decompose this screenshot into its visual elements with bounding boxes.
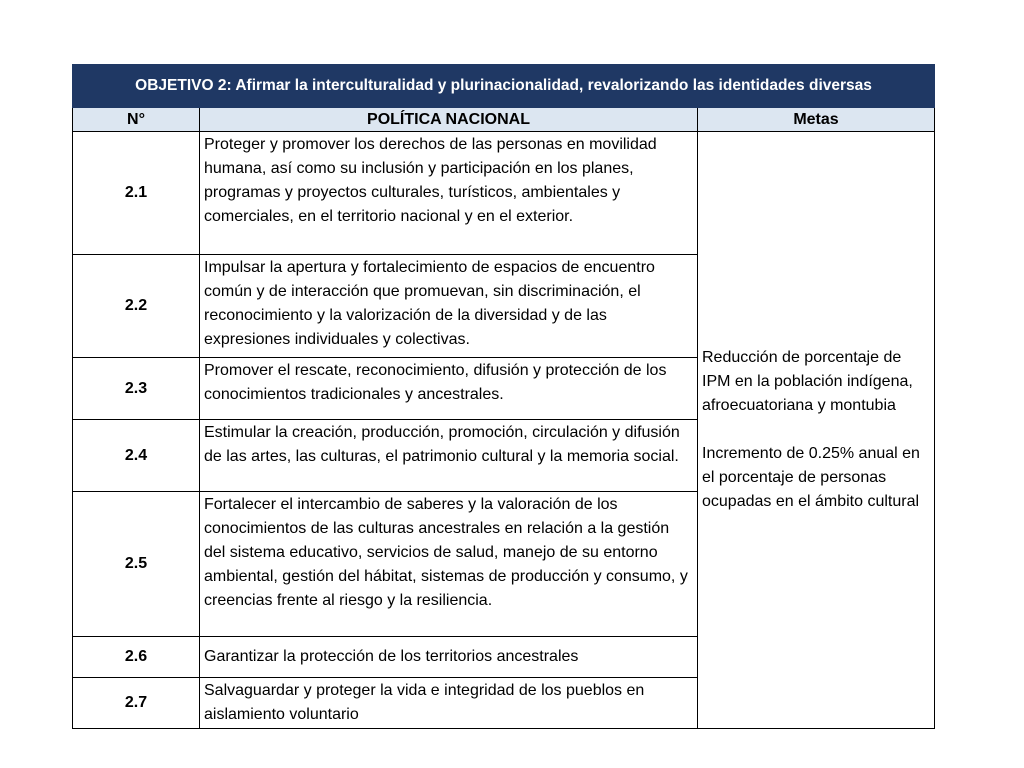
- objective-table-container: [72, 64, 934, 729]
- policy-text: Impulsar la apertura y fortalecimiento de espacios de encuentro común y de interacción que promuevan, sin discriminación, el reconocimiento y la valorización de la diversidad y de las expresiones individuales y colectivas.: [200, 255, 698, 358]
- policy-text: Fortalecer el intercambio de saberes y la valoración de los conocimientos de las culturas ancestrales en relación a la gestión del sistema educativo, servicios de salud, manejo de su entorno ambiental, gestión del hábitat, sistemas de producción y consumo, y creencias frente al riesgo y la resiliencia.: [200, 492, 698, 637]
- objective-table: [72, 64, 935, 729]
- goal-1: Reducción de porcentaje de IPM en la población indígena, afroecuatoriana y montubia: [702, 349, 913, 414]
- policy-text: Garantizar la protección de los territorios ancestrales: [200, 637, 698, 678]
- row-number: 2.2: [73, 255, 200, 358]
- row-number: 2.1: [73, 132, 200, 255]
- header-goals: Metas: [698, 108, 935, 132]
- goals-cell: [698, 132, 935, 729]
- row-number: 2.5: [73, 492, 200, 637]
- goal-2: Incremento de 0.25% anual en el porcentaje de personas ocupadas en el ámbito cultural: [702, 445, 920, 510]
- row-number: 2.7: [73, 678, 200, 729]
- policy-text: Salvaguardar y proteger la vida e integridad de los pueblos en aislamiento voluntario: [200, 678, 698, 729]
- header-num: N°: [73, 108, 200, 132]
- row-number: 2.6: [73, 637, 200, 678]
- row-number: 2.3: [73, 358, 200, 420]
- table-title: OBJETIVO 2: Afirmar la interculturalidad y plurinacionalidad, revalorizando las identidades diversas: [73, 65, 935, 108]
- row-number: 2.4: [73, 420, 200, 492]
- policy-text: Proteger y promover los derechos de las personas en movilidad humana, así como su inclusión y participación en los planes, programas y proyectos culturales, turísticos, ambientales y comerciales, en el territorio nacional y en el exterior.: [200, 132, 698, 255]
- policy-text: Estimular la creación, producción, promoción, circulación y difusión de las artes, las culturas, el patrimonio cultural y la memoria social.: [200, 420, 698, 492]
- table-row: [73, 132, 935, 255]
- policy-text: Promover el rescate, reconocimiento, difusión y protección de los conocimientos tradicionales y ancestrales.: [200, 358, 698, 420]
- title-row: [73, 65, 935, 108]
- header-policy: POLÍTICA NACIONAL: [200, 108, 698, 132]
- header-row: [73, 108, 935, 132]
